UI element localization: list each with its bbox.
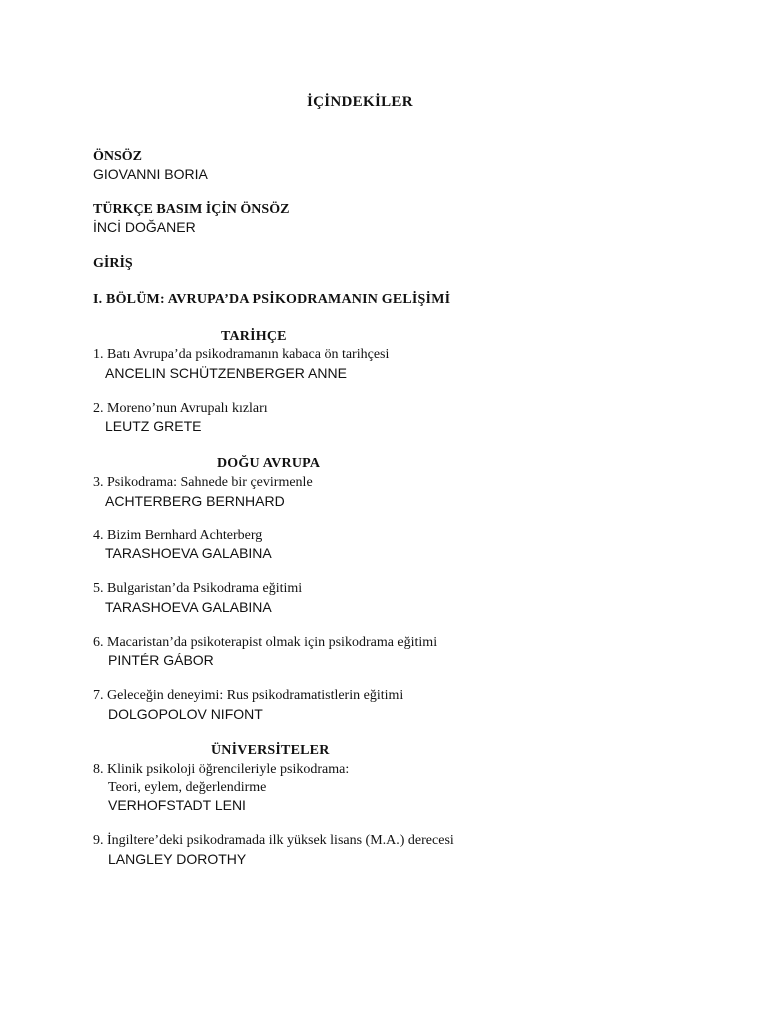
toc-entry-author: TARASHOEVA GALABINA <box>105 599 272 615</box>
page-title: İÇİNDEKİLER <box>307 94 413 110</box>
toc-entry: 2. Moreno’nun Avrupalı kızları <box>93 401 268 416</box>
turkish-edition-foreword-author: İNCİ DOĞANER <box>93 219 196 235</box>
toc-entry: 7. Geleceğin deneyimi: Rus psikodramatistlerin eğitimi <box>93 688 404 703</box>
toc-entry-author: VERHOFSTADT LENI <box>108 797 246 813</box>
toc-entry-author: TARASHOEVA GALABINA <box>105 545 272 561</box>
toc-entry-author: ACHTERBERG BERNHARD <box>105 493 285 509</box>
toc-entry: 5. Bulgaristan’da Psikodrama eğitimi <box>93 581 303 596</box>
part-heading: I. BÖLÜM: AVRUPA’DA PSİKODRAMANIN GELİŞİMİ <box>93 292 451 307</box>
foreword-heading: ÖNSÖZ <box>93 149 143 164</box>
toc-entry: 9. İngiltere’deki psikodramada ilk yüksek lisans (M.A.) derecesi <box>93 833 454 848</box>
foreword-author: GIOVANNI BORIA <box>93 166 208 182</box>
toc-entry: 6. Macaristan’da psikoterapist olmak için psikodrama eğitimi <box>93 635 438 650</box>
toc-entry: 8. Klinik psikoloji öğrencileriyle psikodrama: <box>93 762 350 777</box>
toc-entry: 3. Psikodrama: Sahnede bir çevirmenle <box>93 475 313 490</box>
introduction-heading: GİRİŞ <box>93 256 133 271</box>
turkish-edition-foreword-heading: TÜRKÇE BASIM İÇİN ÖNSÖZ <box>93 202 290 217</box>
toc-entry: 4. Bizim Bernhard Achterberg <box>93 528 263 543</box>
toc-entry: 1. Batı Avrupa’da psikodramanın kabaca ön tarihçesi <box>93 347 390 362</box>
toc-entry-subtitle: Teori, eylem, değerlendirme <box>108 780 267 795</box>
toc-entry-author: LEUTZ GRETE <box>105 418 202 434</box>
toc-entry-author: LANGLEY DOROTHY <box>108 851 247 867</box>
toc-entry-author: PINTÉR GÁBOR <box>108 652 214 668</box>
section-heading-universities: ÜNİVERSİTELER <box>211 743 330 758</box>
section-heading-eastern-europe: DOĞU AVRUPA <box>217 456 321 471</box>
toc-entry-author: DOLGOPOLOV NIFONT <box>108 706 263 722</box>
toc-entry-author: ANCELIN SCHÜTZENBERGER ANNE <box>105 365 347 381</box>
section-heading-history: TARİHÇE <box>221 329 287 344</box>
